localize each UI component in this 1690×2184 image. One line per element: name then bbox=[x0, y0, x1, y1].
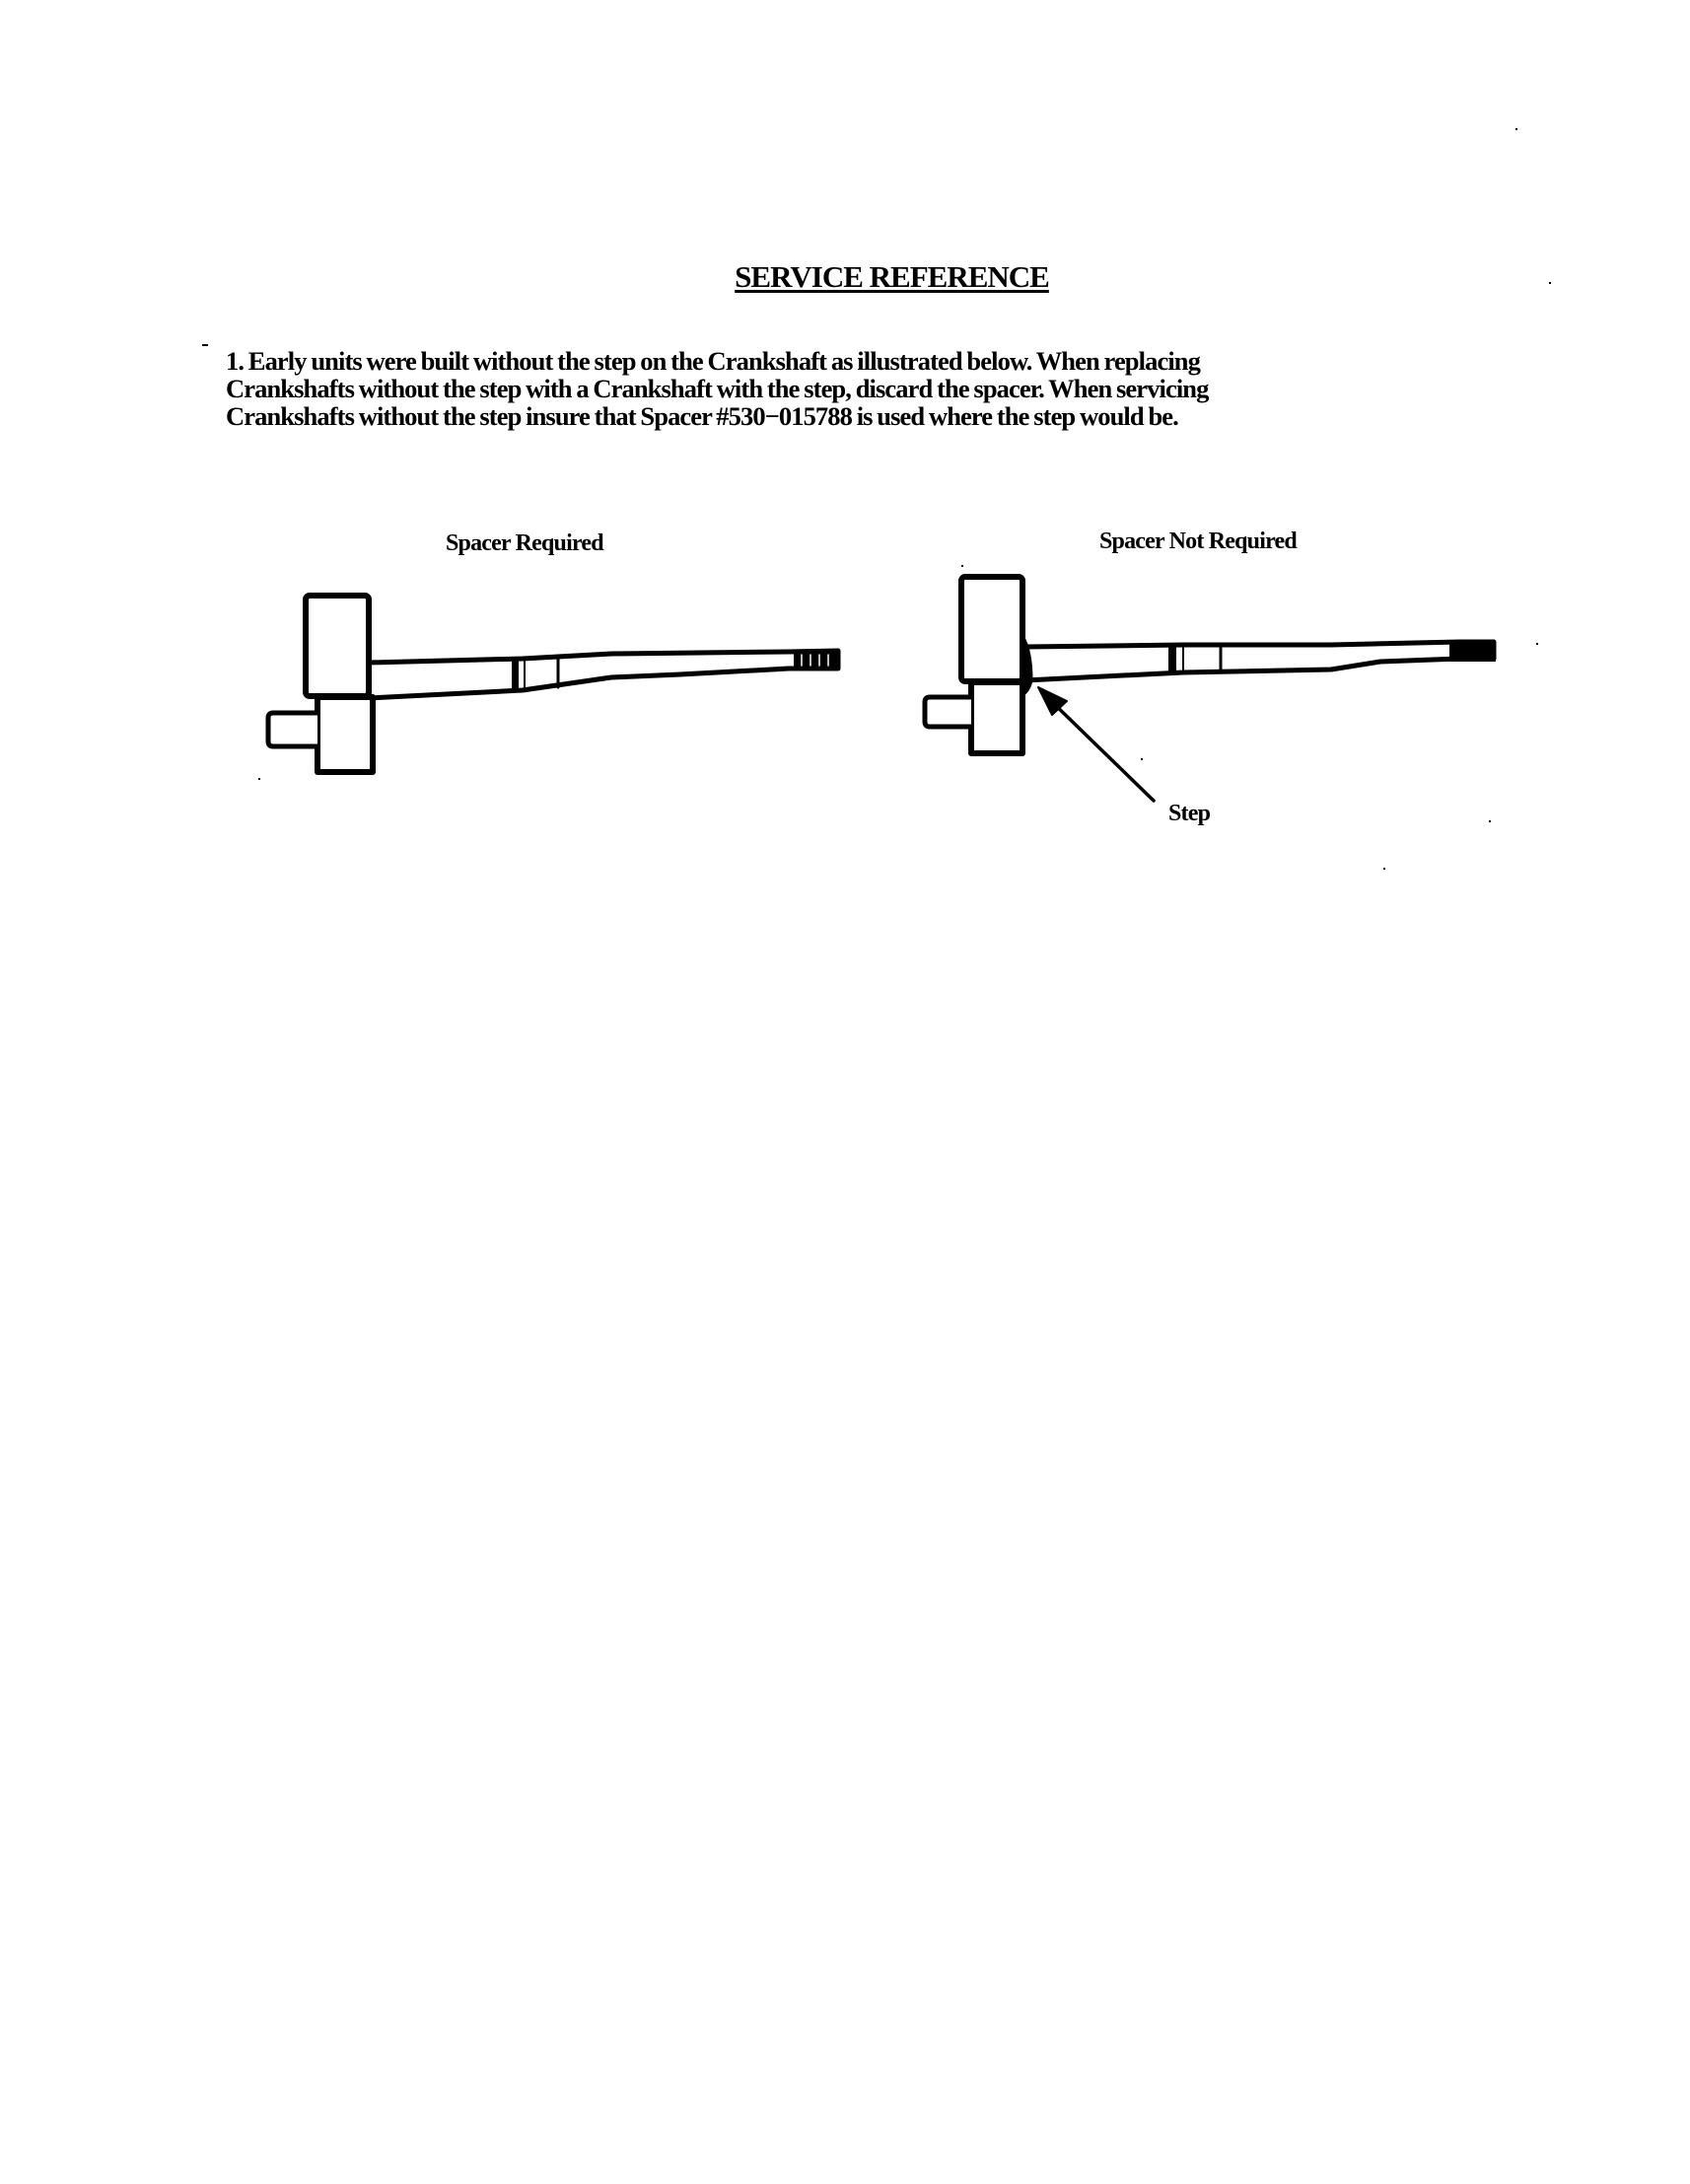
crankshaft-without-step-icon bbox=[268, 596, 840, 772]
page-title-text: SERVICE REFERENCE bbox=[735, 259, 1049, 294]
scan-artifact-mark bbox=[202, 344, 208, 346]
scan-specks bbox=[258, 128, 1551, 870]
caption-spacer-required: Spacer Required bbox=[446, 530, 603, 556]
paragraph-line-3: Crankshafts without the step insure that Spacer #530−015788 is used where the step would be. bbox=[226, 401, 1178, 431]
caption-spacer-not-required: Spacer Not Required bbox=[1099, 528, 1297, 554]
page-title bbox=[0, 258, 1690, 295]
service-note-paragraph bbox=[226, 347, 1409, 430]
paragraph-line-1: 1. Early units were built without the step on the Crankshaft as illustrated below. When replacing bbox=[226, 346, 1200, 376]
callout-step-label: Step bbox=[1168, 801, 1211, 826]
crankshaft-with-step-icon bbox=[925, 577, 1496, 801]
paragraph-line-2: Crankshafts without the step with a Crankshaft with the step, discard the spacer. When servicing bbox=[226, 374, 1209, 403]
